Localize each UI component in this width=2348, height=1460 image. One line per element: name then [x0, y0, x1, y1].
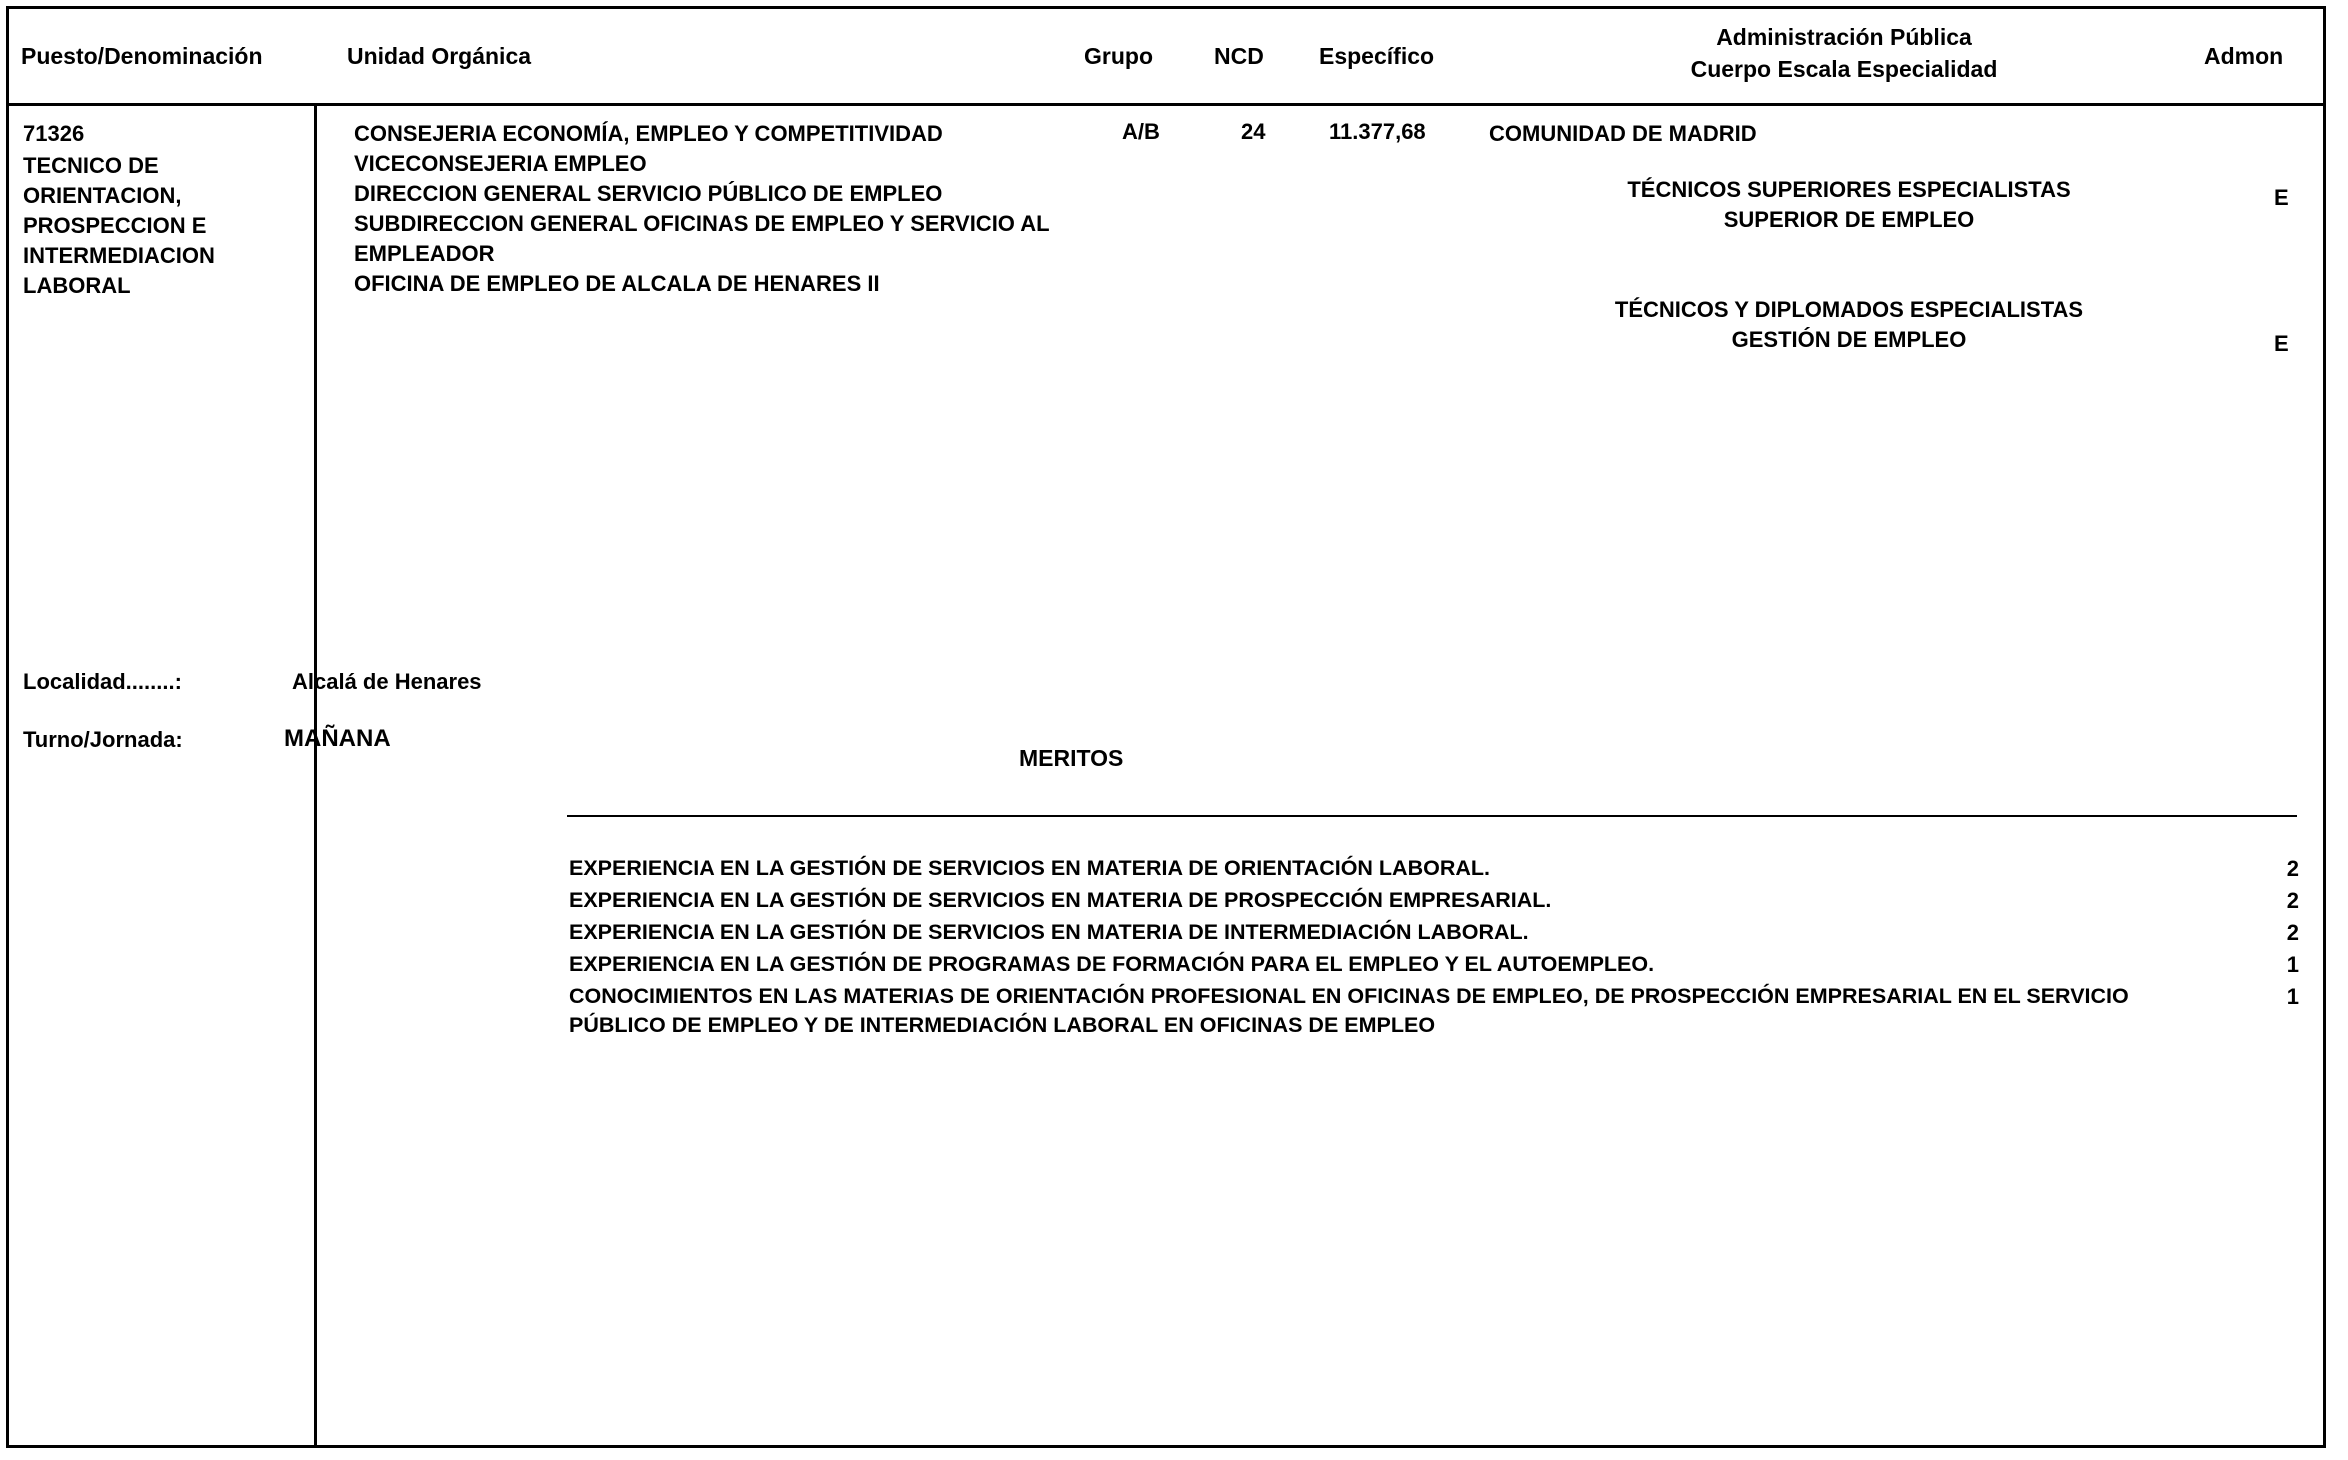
administracion-cell [1489, 119, 2209, 415]
cuerpo-nombre: TÉCNICOS SUPERIORES ESPECIALISTAS [1627, 177, 2071, 202]
puesto-cell [23, 119, 308, 301]
merito-puntos: 2 [2286, 856, 2299, 881]
merito-item [569, 886, 2299, 915]
merito-texto: EXPERIENCIA EN LA GESTIÓN DE SERVICIOS EN MATERIA DE PROSPECCIÓN EMPRESARIAL. [569, 888, 1552, 912]
merito-puntos: 2 [2286, 920, 2299, 945]
column-header-cuerpo-escala-especialidad: Cuerpo Escala Especialidad [1690, 56, 1998, 82]
column-header-ncd: NCD [1214, 43, 1264, 69]
merito-item [569, 950, 2299, 979]
localidad-value: Alcalá de Henares [292, 669, 482, 694]
meritos-list [569, 854, 2299, 1043]
meritos-title: MERITOS [1019, 745, 1124, 771]
cuerpo-entry [1489, 295, 2209, 355]
column-header-especifico: Específico [1319, 43, 1435, 69]
unidad-line: OFICINA DE EMPLEO DE ALCALA DE HENARES II [354, 271, 880, 296]
column-divider [314, 106, 317, 1448]
administracion-nombre: COMUNIDAD DE MADRID [1489, 121, 1757, 146]
ncd-value: 24 [1241, 119, 1266, 144]
grupo-value: A/B [1122, 119, 1160, 144]
cuerpo-entry [1489, 175, 2209, 235]
unidad-line: VICECONSEJERIA EMPLEO [354, 151, 647, 176]
escala-nombre: SUPERIOR DE EMPLEO [1723, 207, 1975, 232]
turno-jornada-value: MAÑANA [284, 725, 391, 752]
especifico-value: 11.377,68 [1329, 119, 1426, 144]
admon-value: E [2274, 331, 2289, 356]
merito-texto: EXPERIENCIA EN LA GESTIÓN DE SERVICIOS EN MATERIA DE INTERMEDIACIÓN LABORAL. [569, 920, 1529, 944]
merito-item [569, 982, 2299, 1040]
puesto-codigo: 71326 [23, 121, 85, 146]
job-posting-table [6, 6, 2326, 1448]
cuerpo-nombre: TÉCNICOS Y DIPLOMADOS ESPECIALISTAS [1614, 297, 2084, 322]
merito-texto: EXPERIENCIA EN LA GESTIÓN DE PROGRAMAS DE FORMACIÓN PARA EL EMPLEO Y EL AUTOEMPLEO. [569, 952, 1655, 976]
localidad-label: Localidad........: [23, 669, 182, 694]
admon-value: E [2274, 185, 2289, 210]
column-header-unidad: Unidad Orgánica [347, 43, 532, 69]
merito-puntos: 2 [2286, 888, 2299, 913]
merito-texto: EXPERIENCIA EN LA GESTIÓN DE SERVICIOS EN MATERIA DE ORIENTACIÓN LABORAL. [569, 856, 1490, 880]
merito-texto: CONOCIMIENTOS EN LAS MATERIAS DE ORIENTACIÓN PROFESIONAL EN OFICINAS DE EMPLEO, DE PROSPECCIÓN EMPRESARIAL EN EL SERVICIO PÚBLICO DE EMPLEO Y DE INTERMEDIACIÓN LABORAL EN OFICINAS DE EMPLEO [569, 984, 2129, 1037]
unidad-line: SUBDIRECCION GENERAL OFICINAS DE EMPLEO Y SERVICIO AL EMPLEADOR [354, 211, 1050, 266]
puesto-denominacion: TECNICO DE ORIENTACION, PROSPECCION E INTERMEDIACION LABORAL [23, 153, 215, 298]
meritos-divider [567, 815, 2297, 817]
column-header-admon: Admon [2204, 43, 2284, 69]
column-header-puesto: Puesto/Denominación [21, 43, 263, 69]
unidad-line: DIRECCION GENERAL SERVICIO PÚBLICO DE EMPLEO [354, 181, 943, 206]
table-header-row [9, 9, 2323, 106]
turno-jornada-label: Turno/Jornada: [23, 727, 183, 752]
merito-puntos: 1 [2286, 952, 2299, 977]
unidad-organica-cell [354, 119, 1074, 299]
column-header-grupo: Grupo [1084, 43, 1153, 69]
column-header-administracion-publica: Administración Pública [1716, 24, 1972, 50]
merito-item [569, 918, 2299, 947]
merito-item [569, 854, 2299, 883]
merito-puntos: 1 [2286, 984, 2299, 1009]
unidad-line: CONSEJERIA ECONOMÍA, EMPLEO Y COMPETITIVIDAD [354, 121, 943, 146]
escala-nombre: GESTIÓN DE EMPLEO [1731, 327, 1967, 352]
